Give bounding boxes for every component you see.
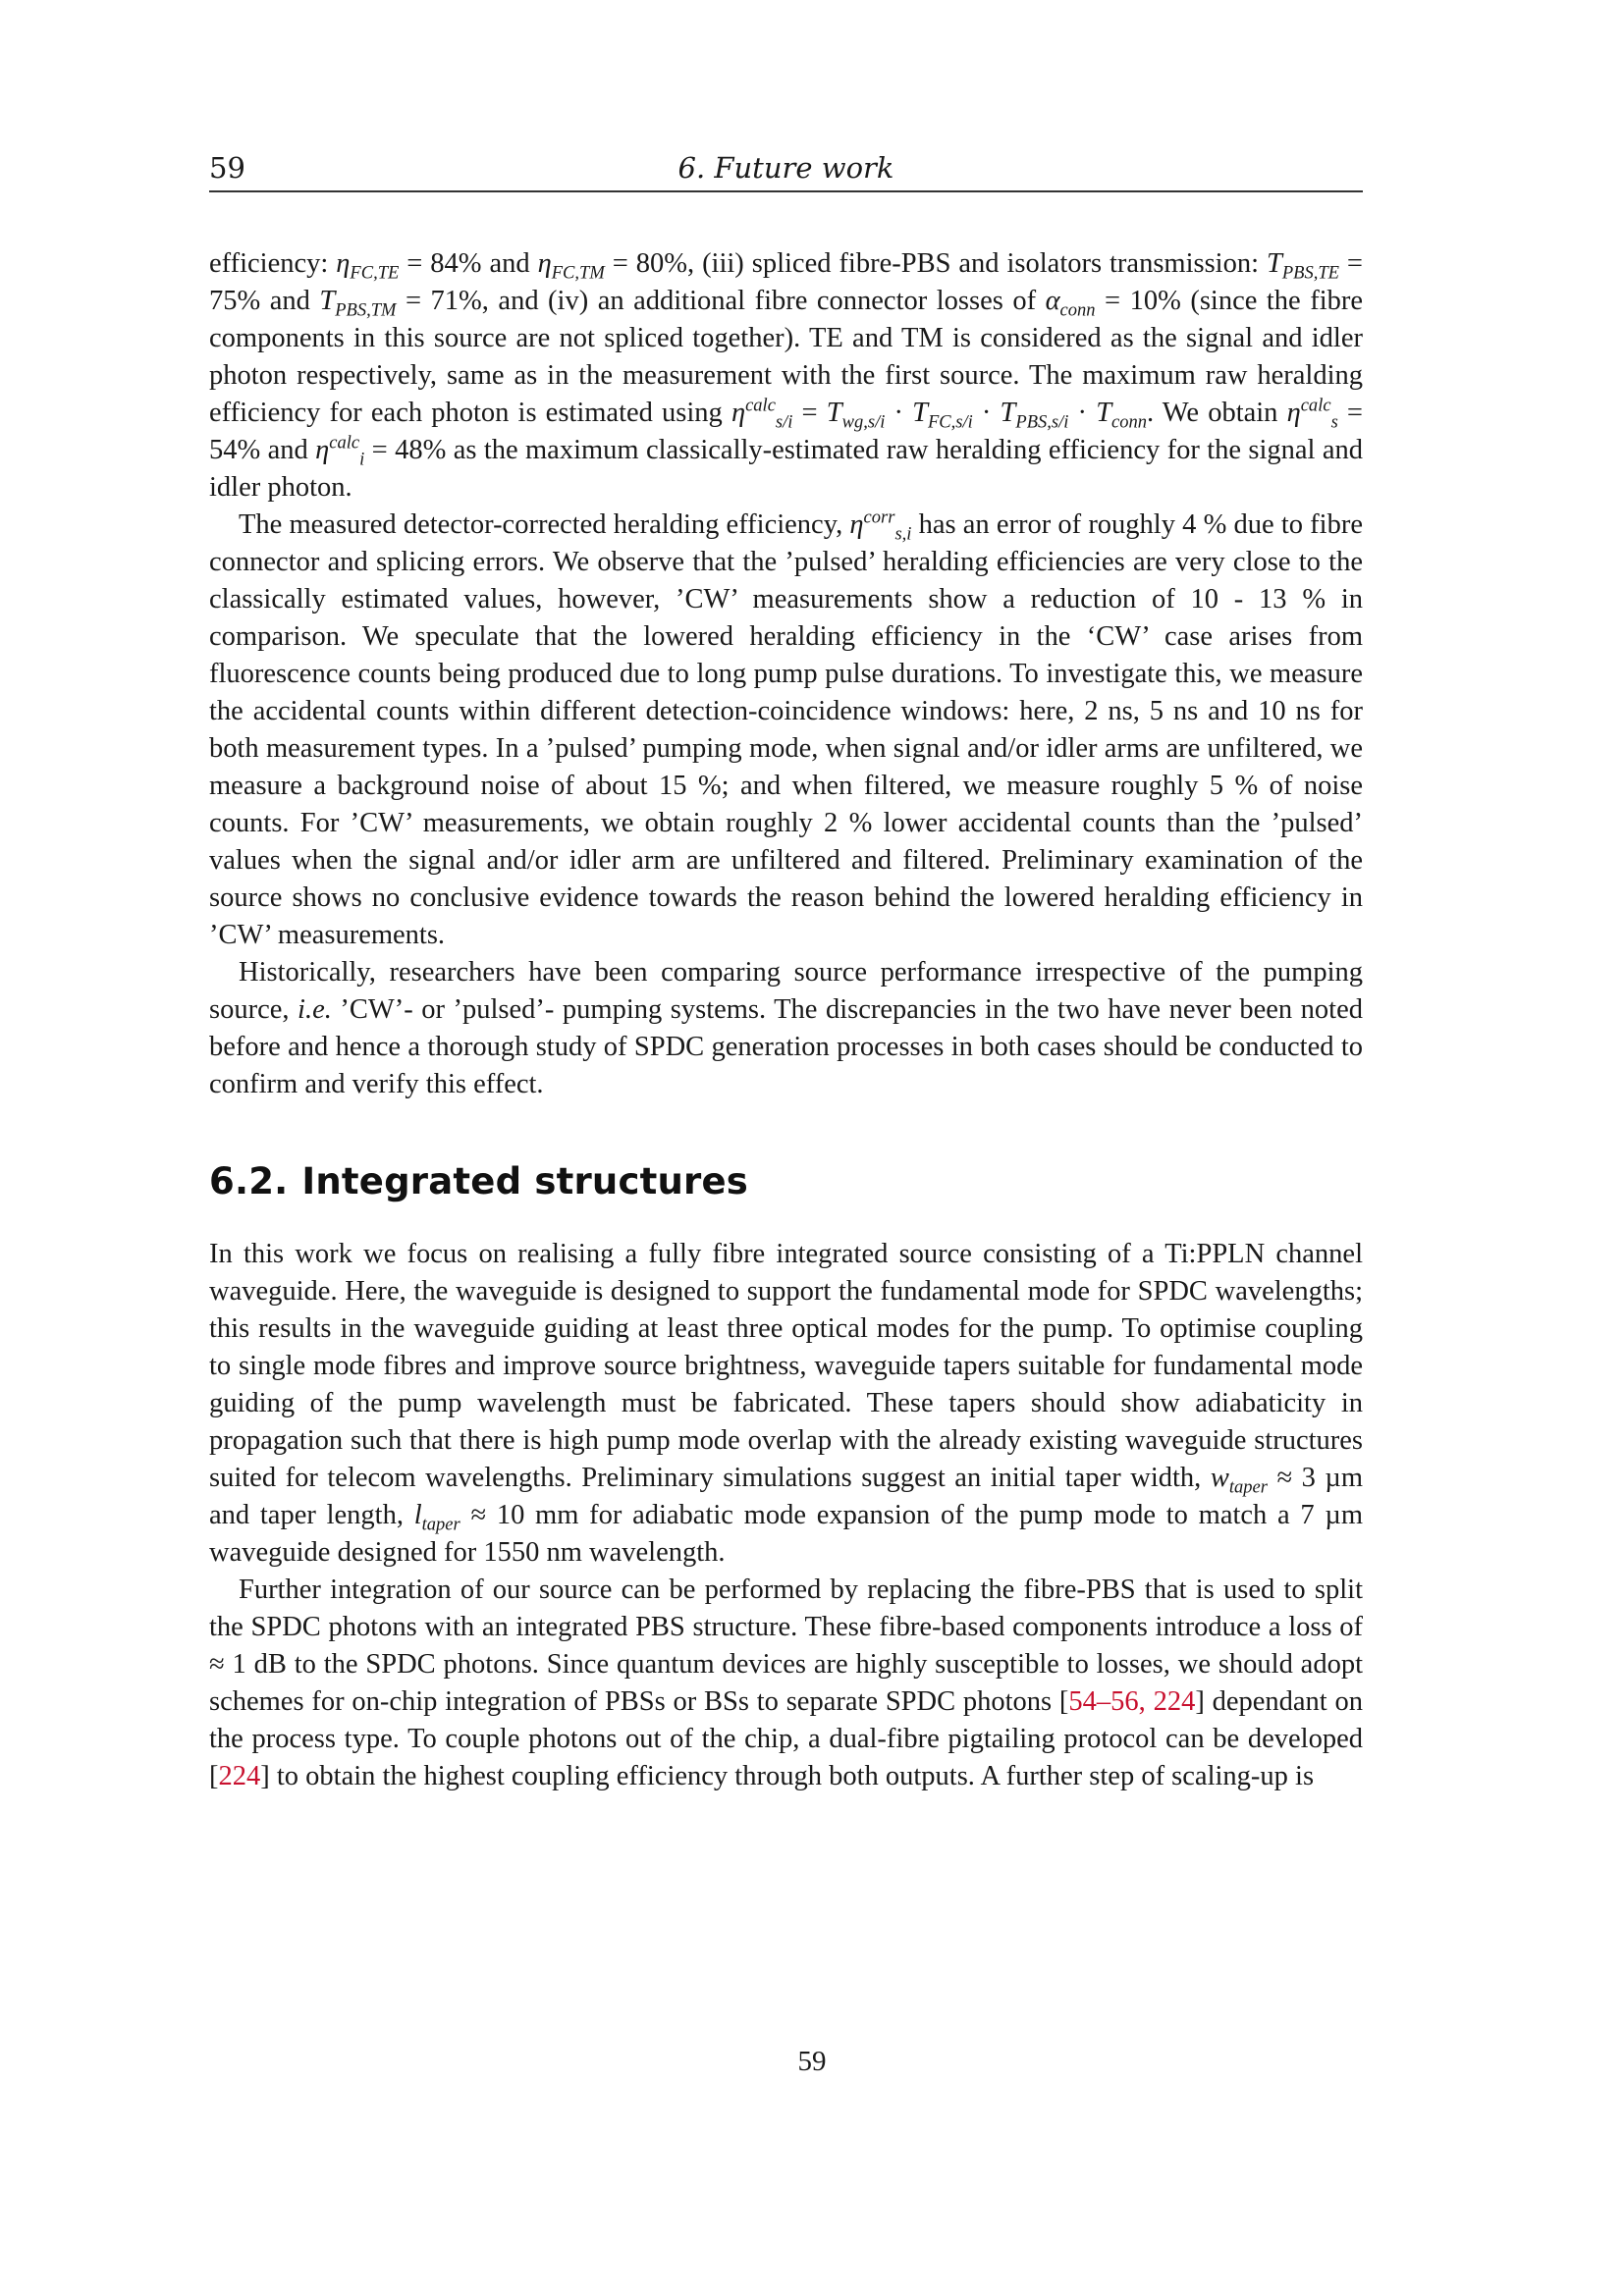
paragraph-efficiency-estimate: efficiency: $\eta_{FC,TE} = 84\%$ and $\eta_{FC,TM} = 80\%$, (iii) spliced fibre-PBS and isolators transmission: $T_{PBS,TE} = 75\%$ and $T_{PBS,TM} = 71\%$, and (iv) an additional fibre connector losses of $\alpha_{conn} = 10\%$ (since the fibre components in this source are not spliced together). TE and TM is considered as the signal and idler photon respectively, same as in the measurement with the first source. The maximum raw heralding efficiency for each photon is estimated using $\eta^{calc}_{s/i} = T_{wg,s/i} \cdot T_{FC,s/i} \cdot T_{PBS,s/i} \cdot T_{conn}$. We obtain $\eta^{calc}_s = 54\%$ and $\eta^{calc}_i = 48\%$ as the maximum classically-estimated raw heralding efficiency for the signal and idler photon. (209, 248, 1363, 503)
section-title: Integrated structures (301, 1160, 748, 1202)
paragraph-historically: Historically, researchers have been comparing source performance irrespective of the pumping source, i.e. ’CW’- or ’pulsed’- pumping systems. The discrepancies in the two have never been noted before and hence a thorough study of SPDC generation processes in both cases should be conducted to confirm and verify this effect. (209, 957, 1364, 1099)
page-body (209, 245, 1363, 1795)
paragraph-measured-efficiency: The measured detector-corrected heralding efficiency, $\eta^{corr}_{s,i}$ has an error of roughly 4 % due to fibre connector and splicing errors. We observe that the ’pulsed’ heralding efficiencies are very close to the classically estimated values, however, ’CW’ measurements show a reduction of 10 - 13 % in comparison. We speculate that the lowered heralding efficiency in the ‘CW’ case arises from fluorescence counts being produced due to long pump pulse durations. To investigate this, we measure the accidental counts within different detection-coincidence windows: here, 2 ns, 5 ns and 10 ns for both measurement types. In a ’pulsed’ pumping mode, when signal and/or idler arms are unfiltered, we measure a background noise of about 15 %; and when filtered, we measure roughly 5 % of noise counts. For ’CW’ measurements, we obtain roughly 2 % lower accidental counts than the ’pulsed’ values when the signal and/or idler arm are unfiltered and filtered. Preliminary examination of the source shows no conclusive evidence towards the reason behind the lowered heralding efficiency in ’CW’ measurements. (209, 507, 1363, 950)
footer-page-number: 59 (797, 2046, 827, 2077)
page-header (209, 147, 1363, 192)
section-heading (209, 1160, 1363, 1202)
paragraph-further-integration: Further integration of our source can be performed by replacing the fibre-PBS that is used to split the SPDC photons with an integrated PBS structure. These fibre-based components introduce a loss of ≈ 1 dB to the SPDC photons. Since quantum devices are highly susceptible to losses, we should adopt schemes for on-chip integration of PBSs or BSs to separate SPDC photons [54–56, 224] dependant on the process type. To couple photons out of the chip, a dual-fibre pigtailing protocol can be developed [224] to obtain the highest coupling efficiency through both outputs. A further step of scaling-up is (209, 1575, 1363, 1791)
citation-link[interactable]: 224 (218, 1761, 261, 1791)
section-number: 6.2. (209, 1160, 289, 1202)
citation-link[interactable]: 54–56, 224 (1068, 1686, 1196, 1717)
paragraph-integrated-source: In this work we focus on realising a fully fibre integrated source consisting of a Ti:PPLN channel waveguide. Here, the waveguide is designed to support the fundamental mode for SPDC wavelengths; this results in the waveguide guiding at least three optical modes for the pump. To optimise coupling to single mode fibres and improve source brightness, waveguide tapers suitable for fundamental mode guiding of the pump wavelength must be fabricated. These tapers should show adiabaticity in propagation such that there is high pump mode overlap with the already existing waveguide structures suited for telecom wavelengths. Preliminary simulations suggest an initial taper width, $w_{taper} \approx 3$ µm and taper length, $l_{taper} \approx 10$ mm for adiabatic mode expansion of the pump mode to match a 7 µm waveguide designed for 1550 nm wavelength. (209, 1239, 1363, 1568)
header-page-number: 59 (209, 151, 245, 185)
header-chapter-title: 6. Future work (677, 151, 894, 185)
